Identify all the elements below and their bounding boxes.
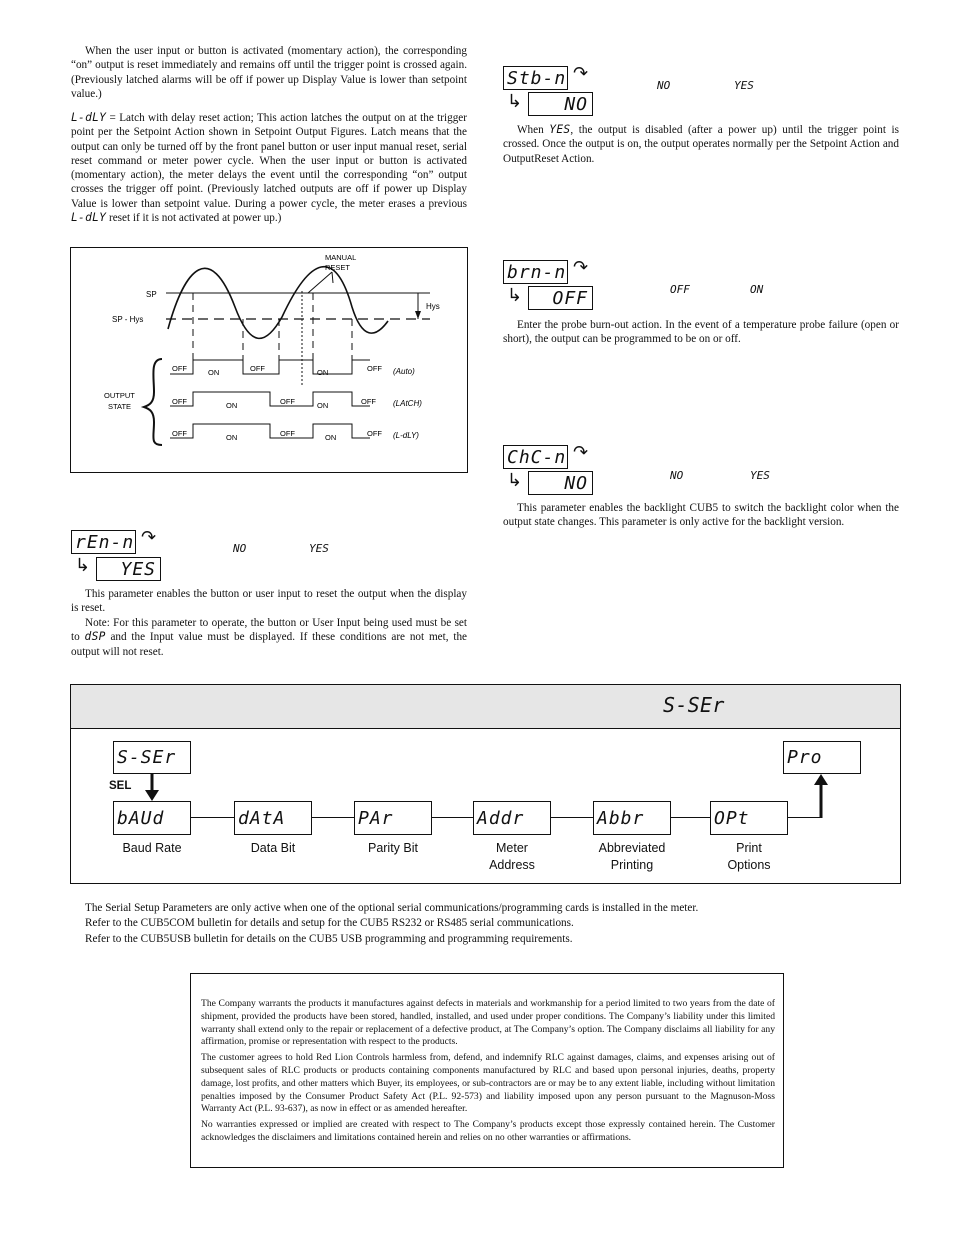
serial-param-display: OPt <box>710 801 788 835</box>
left-paragraph-2 <box>71 111 467 225</box>
serial-param-label: Data Bit <box>250 841 296 855</box>
brn-option-off: OFF <box>670 283 690 296</box>
output-state-label-2: STATE <box>108 402 132 411</box>
chc-display-bottom: NO <box>528 471 593 495</box>
manual-reset-label-2: RESET <box>325 263 351 272</box>
serial-param-label: Print Options <box>727 841 771 872</box>
mode-auto: (Auto) <box>393 367 415 376</box>
brn-paragraph: Enter the probe burn-out action. In the event of a temperature probe failure (open or short), the output can be programmed to be on or off. <box>503 319 899 346</box>
select-arrow-icon: ↳ <box>507 285 523 305</box>
sp-label: SP <box>146 290 157 299</box>
ldly-off-1: OFF <box>172 429 187 438</box>
ldly-text-end: reset if it is not activated at power up.) <box>106 212 282 225</box>
output-state-label-1: OUTPUT <box>104 391 135 400</box>
serial-param-label: Abbreviated Printing <box>598 841 666 872</box>
ren-paragraph-1: This parameter enables the button or user input to reset the output when the display is reset. <box>71 588 467 615</box>
ren-note-code: dSP <box>84 630 106 644</box>
ldly-on-2: ON <box>325 433 337 442</box>
serial-param-label: Parity Bit <box>367 841 418 855</box>
select-arrow-icon: ↳ <box>75 555 91 575</box>
chc-option-yes: YES <box>750 469 770 482</box>
advance-arrow-icon: ↷ <box>573 63 589 83</box>
stb-code: YES <box>549 123 571 136</box>
ren-option-yes: YES <box>309 542 329 555</box>
ldly-code: L-dLY <box>71 111 107 124</box>
chc-paragraph: This parameter enables the backlight CUB5 to switch the backlight color when the output state changes. This parameter is only active for the backlight version. <box>503 502 899 529</box>
sp-hys-label: SP - Hys <box>112 315 144 324</box>
warranty-paragraph-2: The customer agrees to hold Red Lion Controls harmless from, defend, and indemnify RLC against damages, claims, and expenses arising out of subsequent sales of RLC products or products containing components manufactured by RLC and based upon personal injuries, deaths, property damage, lost profits, and other matters which Buyer, its employees, or sub-contractors are or may be to any extent liable, including without limitation penalties imposed by the Consumer Product Safety Act (P.L. 92-573) and liability imposed upon any person pursuant to the Magnuson-Moss Warranty Act (P.L. 93-637), as now in effect or as amended hereafter. <box>201 1052 775 1115</box>
serial-notes <box>85 901 885 947</box>
serial-param-display: Addr <box>473 801 551 835</box>
serial-note-1: The Serial Setup Parameters are only active when one of the optional serial communications/programming cards is installed in the meter. <box>85 902 699 914</box>
stb-text-b: , the output is disabled (after a power up) until the trigger point is crossed. Once the output is on, the output operates normally per the Setpoint Action and OutputReset Action. <box>503 124 899 165</box>
mode-latch: (LAtCH) <box>393 399 422 408</box>
auto-off-2: OFF <box>250 364 265 373</box>
serial-param-display: PAr <box>354 801 432 835</box>
advance-arrow-icon: ↷ <box>141 527 157 547</box>
ldly-code-2: L-dLY <box>71 211 107 225</box>
warranty-paragraph-1: The Company warrants the products it manufactures against defects in materials and workmanship for a period limited to two years from the date of shipment, provided the products have been stored, handled, installed, and used under proper conditions. The Company’s liability under this limited warranty shall extend only to the repair or replacement of a defective product, at The Company’s option. The Company disclaims all liability for any affirmation, promise or representation with respect to the products. <box>201 998 775 1048</box>
serial-param-label: Meter Address <box>489 841 535 872</box>
ldly-text: = Latch with delay reset action; This action latches the output on at the trigger point per the Setpoint Action shown in Setpoint Output Figures. Latch means that the output can only be turned off by the front panel button or user input manual reset, serial reset command or meter power cycle. When the user input or button is activated (momentary action), the meter delays the event until the corresponding “on” output crosses the trigger off point. (Previously latched outputs are off if power up Display Value is lower than setpoint value. During a power cycle, the meter erases a previous <box>71 112 467 210</box>
serial-end-display: Pro <box>783 741 861 774</box>
stb-option-no: NO <box>657 79 671 92</box>
ldly-off-3: OFF <box>367 429 382 438</box>
return-up-arrow-icon <box>811 774 831 820</box>
stb-display-top: Stb-n <box>503 66 568 90</box>
serial-param-display: Abbr <box>593 801 671 835</box>
ren-paragraph-2 <box>71 616 467 659</box>
chc-option-no: NO <box>670 469 684 482</box>
serial-param-display: bAUd <box>113 801 191 835</box>
select-arrow-icon: ↳ <box>507 470 523 490</box>
sel-down-arrow-icon <box>142 774 162 802</box>
stb-paragraph <box>503 123 899 166</box>
warranty-box <box>190 973 784 1168</box>
advance-arrow-icon: ↷ <box>573 442 589 462</box>
stb-text-a: When <box>517 124 550 136</box>
latch-on-2: ON <box>317 401 329 410</box>
ren-display-bottom: YES <box>96 557 161 581</box>
ldly-off-2: OFF <box>280 429 295 438</box>
brn-display-bottom: OFF <box>528 286 593 310</box>
auto-off-3: OFF <box>367 364 382 373</box>
select-arrow-icon: ↳ <box>507 91 523 111</box>
serial-start-display: S-SEr <box>113 741 191 774</box>
advance-arrow-icon: ↷ <box>573 257 589 277</box>
serial-note-3: Refer to the CUB5USB bulletin for details on the CUB5 USB programming and programming requirements. <box>85 932 573 945</box>
latch-off-1: OFF <box>172 397 187 406</box>
chc-display-top: ChC-n <box>503 445 568 469</box>
serial-param-display: dAtA <box>234 801 312 835</box>
manual-reset-label-1: MANUAL <box>325 253 357 262</box>
hys-label: Hys <box>426 302 440 311</box>
setpoint-output-figure <box>70 247 468 473</box>
latch-off-2: OFF <box>280 397 295 406</box>
auto-on-1: ON <box>208 368 220 377</box>
ren-option-no: NO <box>233 542 247 555</box>
latch-off-3: OFF <box>361 397 376 406</box>
mode-ldly: (L-dLY) <box>393 431 419 440</box>
auto-on-2: ON <box>317 368 329 377</box>
serial-header-code: S-SEr <box>663 693 725 717</box>
ren-display-top: rEn-n <box>71 530 136 554</box>
auto-off-1: OFF <box>172 364 187 373</box>
latch-on-1: ON <box>226 401 238 410</box>
left-paragraph-1: When the user input or button is activated (momentary action), the corresponding “on” output is reset immediately and remains off until the trigger point is crossed again. (Previously latched alarms will be off if power up Display Value is lower than setpoint value.) <box>71 45 467 100</box>
serial-note-2: Refer to the CUB5COM bulletin for details and setup for the CUB5 RS232 or RS485 serial communications. <box>85 917 574 930</box>
brn-display-top: brn-n <box>503 260 568 284</box>
brn-option-on: ON <box>750 283 764 296</box>
stb-option-yes: YES <box>734 79 754 92</box>
warranty-text <box>201 998 775 1145</box>
ren-note-b: and the Input value must be displayed. If these conditions are not met, the output will not reset. <box>71 631 467 658</box>
stb-display-bottom: NO <box>528 92 593 116</box>
sel-label: SEL <box>109 780 132 792</box>
warranty-paragraph-3: No warranties expressed or implied are created with respect to The Company’s products except those expressly contained herein. The Customer acknowledges the disclaimers and limitations contained herein and relies on no other warranties or affirmations. <box>201 1119 775 1143</box>
ren-note-a: Note: For this parameter to operate, the button or User Input being used must be set to <box>71 617 467 644</box>
serial-setup-header <box>71 685 900 729</box>
serial-param-label: Baud Rate <box>122 841 182 855</box>
ldly-on-1: ON <box>226 433 238 442</box>
